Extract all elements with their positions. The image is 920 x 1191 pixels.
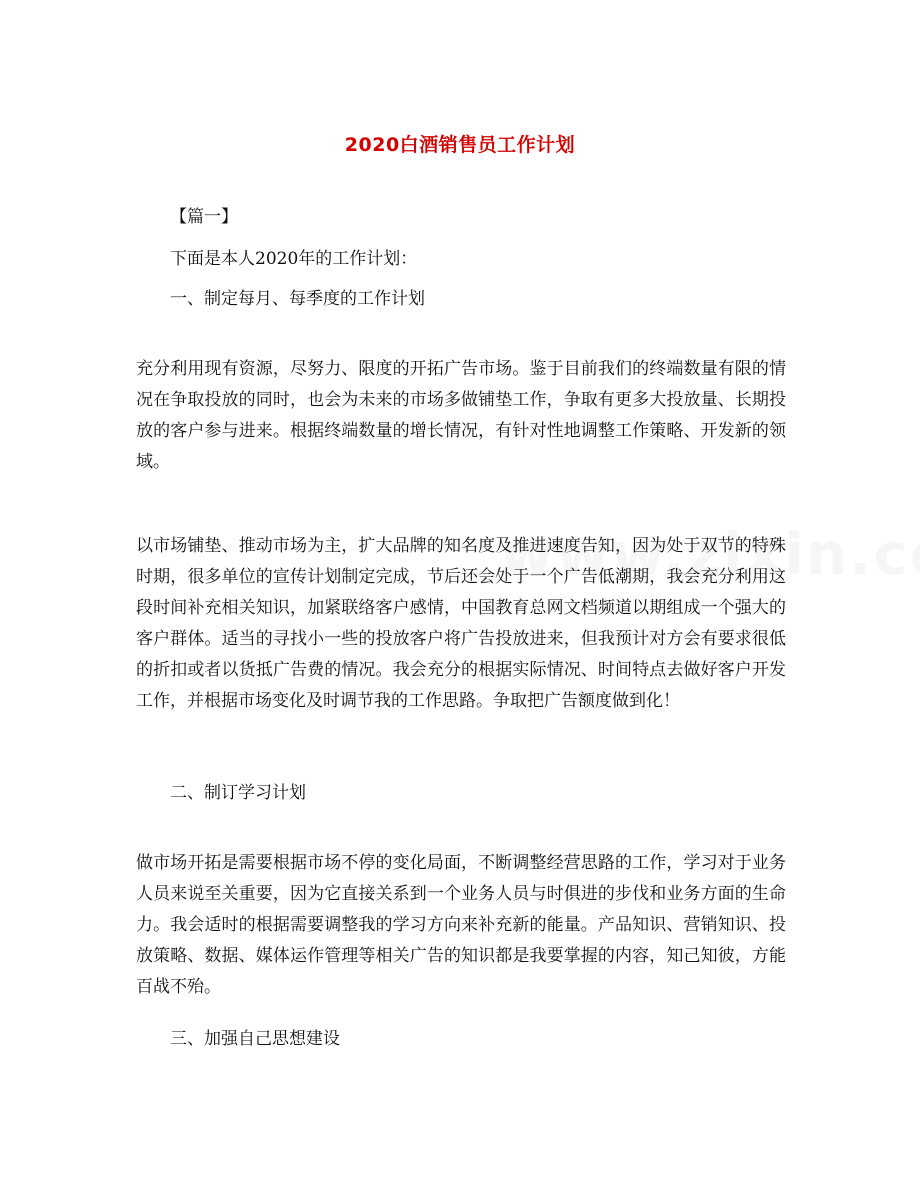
paragraph-3: 做市场开拓是需要根据市场不停的变化局面，不断调整经营思路的工作，学习对于业务人员来说至关重要，因为它直接关系到一个业务人员与时俱进的步伐和业务方面的生命力。我会适时的根据需要调整我的学习方向来补充新的能量。产品知识、营销知识、投放策略、数据、媒体运作管理等相关广告的知识都是我要掌握的内容，知己知彼，方能百战不殆。 [136, 853, 786, 997]
heading-3: 三、加强自己思想建设 [170, 1029, 340, 1049]
intro-line: 下面是本人2020年的工作计划： [170, 249, 418, 269]
heading-1: 一、制定每月、每季度的工作计划 [170, 289, 425, 309]
paragraph-2: 以市场铺垫、推动市场为主，扩大品牌的知名度及推进速度告知，因为处于双节的特殊时期，很多单位的宣传计划制定完成，节后还会处于一个广告低潮期，我会充分利用这段时间补充相关知识，加紧联络客户感情，中国教育总网文档频道以期组成一个强大的客户群体。适当的寻找小一些的投放客户将广告投放进来，但我预计对方会有要求很低的折扣或者以货抵广告费的情况。我会充分的根据实际情况、时间特点去做好客户开发工作，并根据市场变化及时调节我的工作思路。争取把广告额度做到化！ [136, 536, 786, 711]
document-title: 2020白酒销售员工作计划 [344, 134, 576, 156]
paragraph-1: 充分利用现有资源，尽努力、限度的开拓广告市场。鉴于目前我们的终端数量有限的情况在争取投放的同时，也会为未来的市场多做铺垫工作，争取有更多大投放量、长期投放的客户参与进来。根据终端数量的增长情况，有针对性地调整工作策略、开发新的领域。 [136, 359, 786, 472]
section-marker: 【篇一】 [170, 207, 238, 227]
heading-2: 二、制订学习计划 [170, 783, 306, 803]
